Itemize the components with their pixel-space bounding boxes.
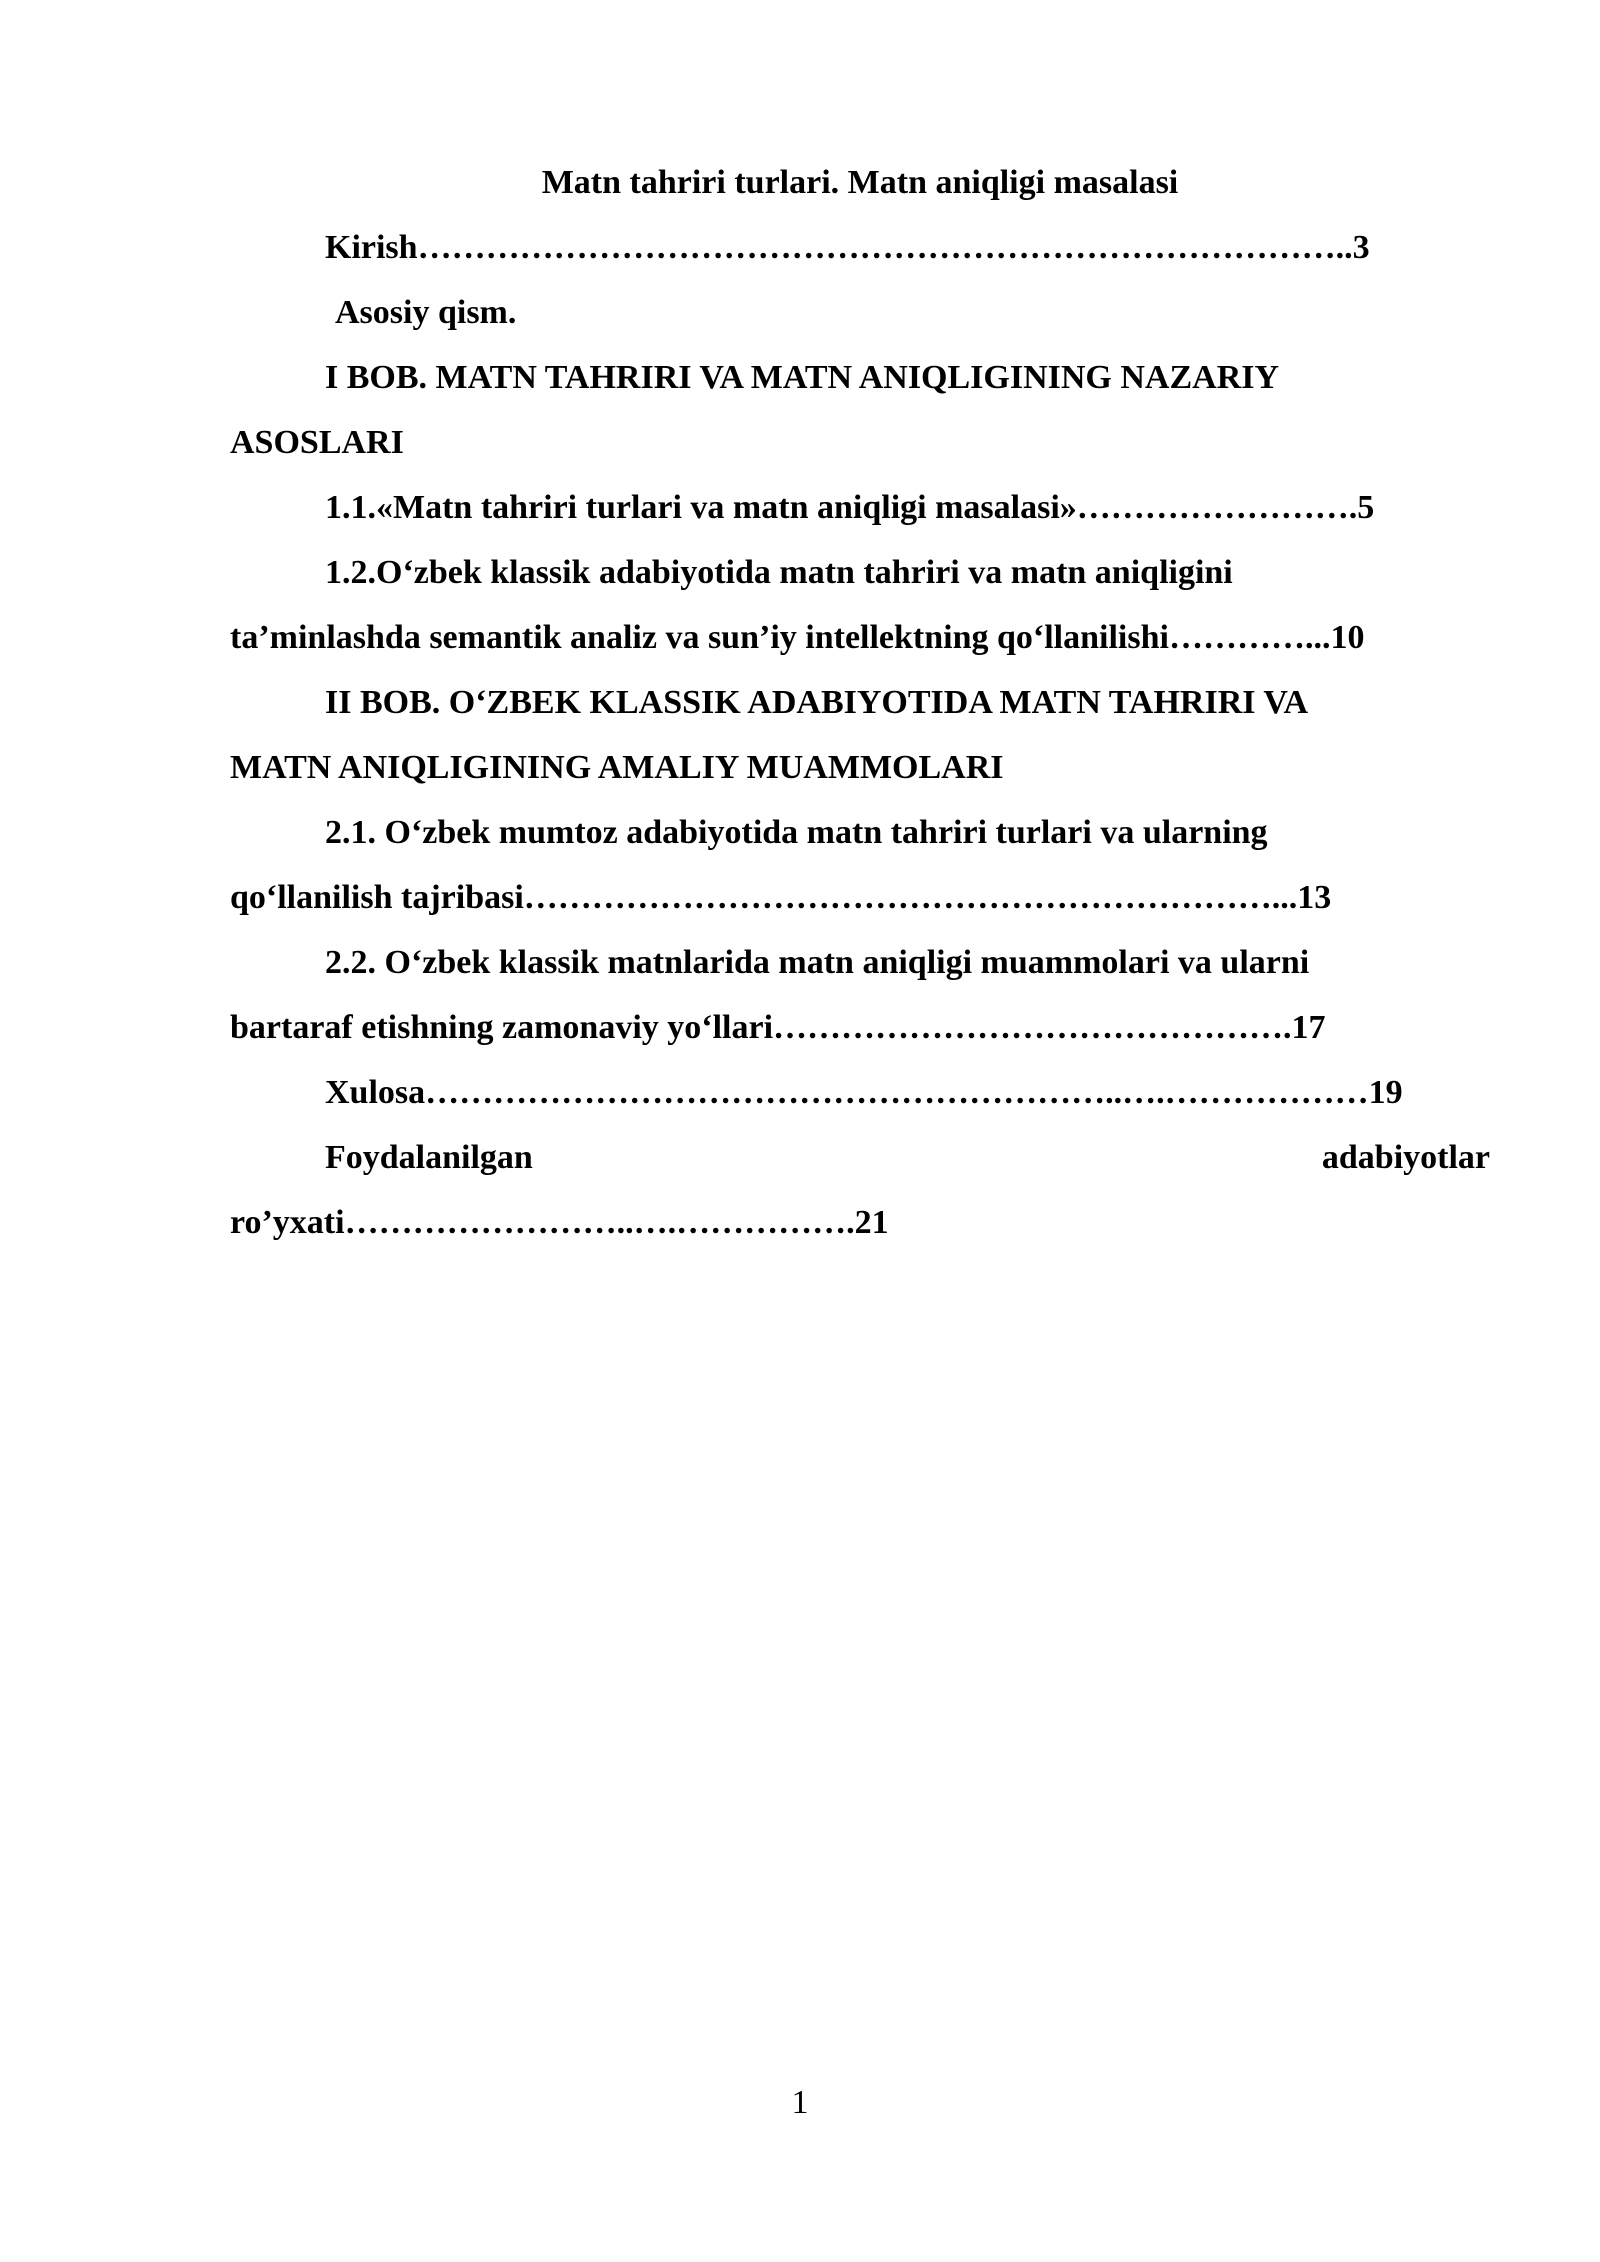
toc-section-2-1-line-1: 2.1. O‘zbek mumtoz adabiyotida matn tahriri turlari va ularning	[325, 814, 1268, 851]
toc-chapter-1-line-2: ASOSLARI	[230, 424, 404, 461]
table-of-contents	[230, 150, 1490, 1255]
toc-section-2-2-line-1: 2.2. O‘zbek klassik matnlarida matn aniqligi muammolari va ularni	[325, 944, 1310, 981]
toc-section-2-1-line-2: qo‘llanilish tajribasi…………………………………………………………...13	[230, 879, 1332, 916]
toc-entry-asosiy-qism: Asosiy qism.	[335, 294, 517, 331]
toc-references-word-2: adabiyotlar	[1321, 1139, 1490, 1176]
toc-entry-xulosa: Xulosa……………………………………………………..….………………19	[325, 1074, 1403, 1111]
toc-entry-kirish: Kirish………………………………………………………………………..3	[325, 229, 1370, 266]
toc-entry-references-line-1	[230, 1125, 1490, 1190]
toc-chapter-2-line-2: MATN ANIQLIGINING AMALIY MUAMMOLARI	[230, 749, 1004, 786]
page-number: 1	[791, 2084, 809, 2121]
document-title: Matn tahriri turlari. Matn aniqligi masalasi	[541, 164, 1179, 201]
toc-section-1-1: 1.1.«Matn tahriri turlari va matn aniqligi masalasi»…………………….5	[325, 489, 1375, 526]
toc-section-1-2-line-1: 1.2.O‘zbek klassik adabiyotida matn tahriri va matn aniqligini	[325, 554, 1233, 591]
toc-entry-references-line-2: ro’yxati……………………..….…………….21	[230, 1204, 889, 1241]
toc-references-word-1: Foydalanilgan	[325, 1139, 533, 1176]
toc-section-1-2-line-2: ta’minlashda semantik analiz va sun’iy intellektning qo‘llanilishi…………...10	[230, 619, 1365, 656]
toc-chapter-1-line-1: I BOB. MATN TAHRIRI VA MATN ANIQLIGINING NAZARIY	[325, 359, 1280, 396]
toc-chapter-2-line-1: II BOB. O‘ZBEK KLASSIK ADABIYOTIDA MATN TAHRIRI VA	[325, 684, 1309, 721]
toc-section-2-2-line-2: bartaraf etishning zamonaviy yo‘llari……………………………………….17	[230, 1009, 1326, 1046]
